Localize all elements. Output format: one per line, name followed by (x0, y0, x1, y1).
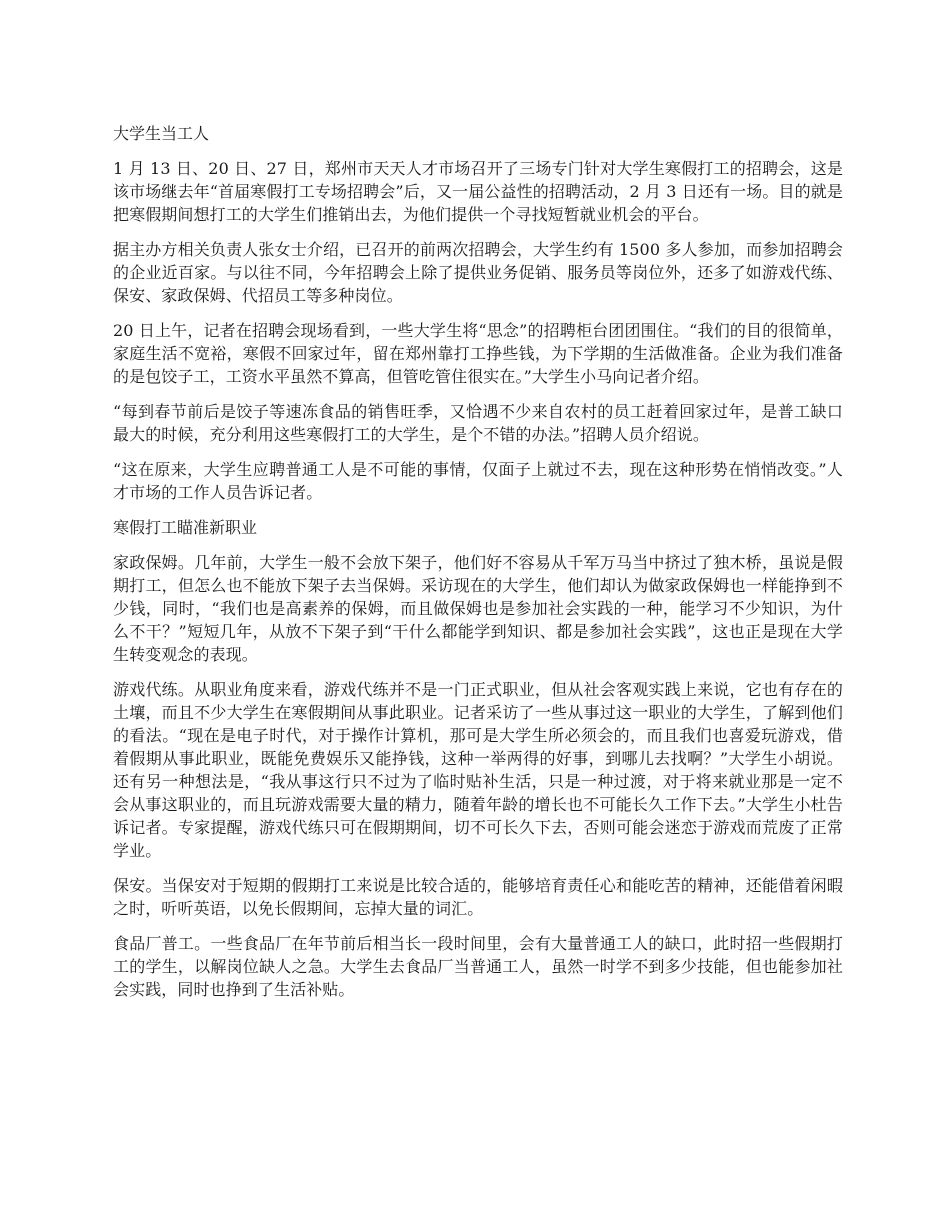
article-title: 大学生当工人 (113, 124, 210, 143)
paragraph-food-factory: 食品厂普工。一些食品厂在年节前后相当长一段时间里，会有大量普通工人的缺口，此时招一些假期打工的学生，以解岗位缺人之急。大学生去食品厂当普通工人，虽然一时学不到多少技能，但也能参加社会实践，同时也挣到了生活补贴。 (113, 934, 843, 999)
paragraph-staff: “这在原来，大学生应聘普通工人是不可能的事情，仅面子上就过不去，现在这种形势在悄悄改变。”人才市场的工作人员告诉记者。 (113, 460, 843, 502)
paragraph-scene: 20 日上午，记者在招聘会现场看到，一些大学生将“思念”的招聘柜台团团围住。“我们的目的很简单，家庭生活不宽裕，寒假不回家过年，留在郑州靠打工挣些钱，为下学期的生活做准备。企业为我们准备的是包饺子工，工资水平虽然不算高，但管吃管住很实在。”大学生小马向记者介绍。 (113, 321, 843, 386)
paragraph-security: 保安。当保安对于短期的假期打工来说是比较合适的，能够培育责任心和能吃苦的精神，还能借着闲暇之时，听听英语，以免长假期间，忘掉大量的词汇。 (113, 876, 843, 918)
paragraph-recruiter: “每到春节前后是饺子等速冻食品的销售旺季，又恰遇不少来自农村的员工赶着回家过年，是普工缺口最大的时候，充分利用这些寒假打工的大学生，是个不错的办法。”招聘人员介绍说。 (113, 402, 843, 444)
paragraph-organizer: 据主办方相关负责人张女士介绍，已召开的前两次招聘会，大学生约有 1500 多人参加，而参加招聘会的企业近百家。与以往不同，今年招聘会上除了提供业务促销、服务员等岗位外，还多了如游戏代练、保安、家政保姆、代招员工等多种岗位。 (113, 240, 843, 305)
paragraph-intro: 1 月 13 日、20 日、27 日，郑州市天天人才市场召开了三场专门针对大学生寒假打工的招聘会，这是该市场继去年“首届寒假打工专场招聘会”后，又一届公益性的招聘活动，2 月 3 日还有一场。目的就是把寒假期间想打工的大学生们推销出去，为他们提供一个寻找短暂就业机会的平台。 (113, 159, 843, 224)
paragraph-housekeeping: 家政保姆。几年前，大学生一般不会放下架子，他们好不容易从千军万马当中挤过了独木桥，虽说是假期打工，但怎么也不能放下架子去当保姆。采访现在的大学生，他们却认为做家政保姆也一样能挣到不少钱，同时，“我们也是高素养的保姆，而且做保姆也是参加社会实践的一种，能学习不少知识，为什么不干？”短短几年，从放不下架子到“干什么都能学到知识、都是参加社会实践”，这也正是现在大学生转变观念的表现。 (113, 553, 843, 664)
paragraph-game-leveling: 游戏代练。从职业角度来看，游戏代练并不是一门正式职业，但从社会客观实践上来说，它也有存在的土壤，而且不少大学生在寒假期间从事此职业。记者采访了一些从事过这一职业的大学生，了解到他们的看法。“现在是电子时代，对于操作计算机，那可是大学生所必须会的，而且我们也喜爱玩游戏，借着假期从事此职业，既能免费娱乐又能挣钱，这种一举两得的好事，到哪儿去找啊？”大学生小胡说。还有另一种想法是，“我从事这行只不过为了临时贴补生活，只是一种过渡，对于将来就业那是一定不会从事这职业的，而且玩游戏需要大量的精力，随着年龄的增长也不可能长久工作下去。”大学生小杜告诉记者。专家提醒，游戏代练只可在假期期间，切不可长久下去，否则可能会迷恋于游戏而荒废了正常学业。 (113, 680, 843, 860)
document-page (113, 122, 843, 1013)
section-heading: 寒假打工瞄准新职业 (113, 518, 258, 537)
